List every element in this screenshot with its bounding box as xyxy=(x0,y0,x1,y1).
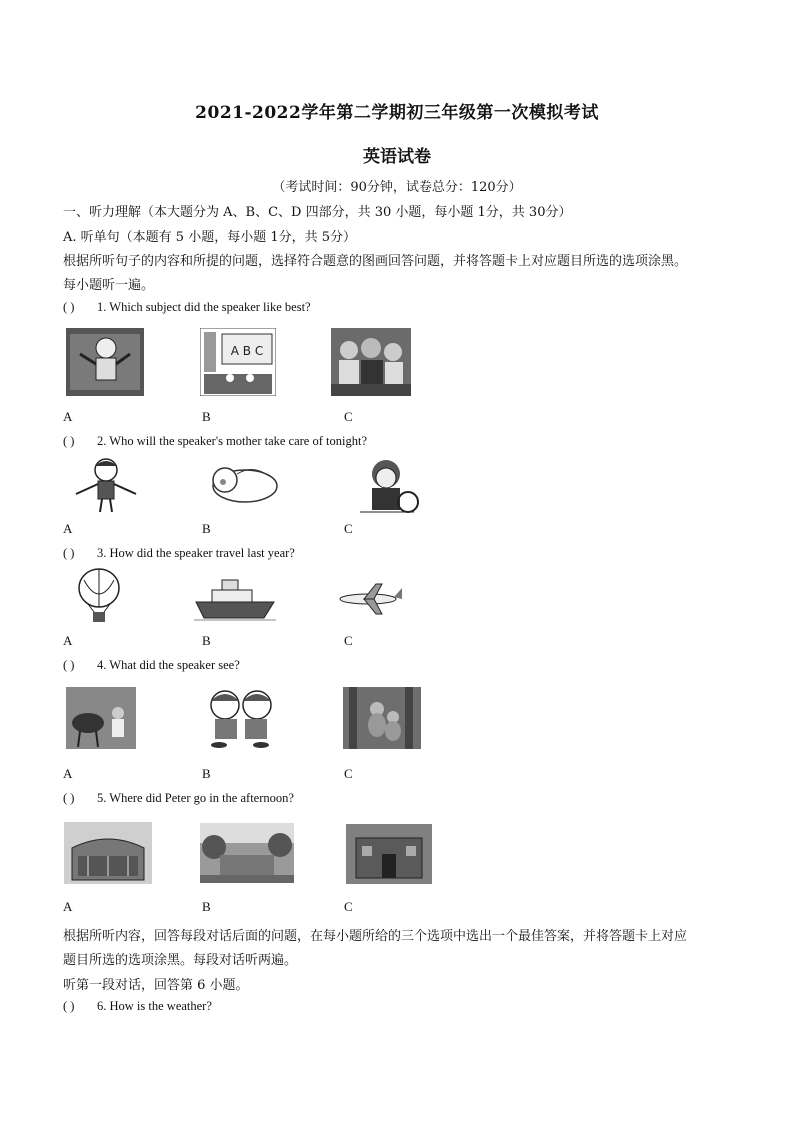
part-b-instruction: 根据所听内容，回答每段对话后面的问题，在每小题所给的三个选项中选出一个最佳答案，并将答题卡上对应 xyxy=(63,929,688,944)
exam-info: （考试时间：90分钟，试卷总分：120分） xyxy=(272,180,522,195)
part-a-instruction: 根据所听句子的内容和所提的问题，选择符合题意的图画回答问题，并将答题卡上对应题目所选的选项涂黑。 xyxy=(63,254,688,269)
exam-subtitle: 英语试卷 xyxy=(363,147,431,167)
question-text: 5. Where did Peter go in the afternoon? xyxy=(97,791,294,805)
part-a-title: A. 听单句（本题有 5 小题，每小题 1分，共 5分） xyxy=(63,230,356,245)
option-c-label: C xyxy=(344,521,353,536)
option-b-label: B xyxy=(202,899,211,914)
answer-blank: ( ) xyxy=(63,658,75,672)
question-4 xyxy=(63,658,240,673)
question-2 xyxy=(63,434,367,449)
q2-picture-c-grandmother xyxy=(352,456,422,514)
option-c-label: C xyxy=(344,766,353,781)
option-a-label: A xyxy=(63,521,73,536)
question-text: 6. How is the weather? xyxy=(97,999,212,1013)
question-3 xyxy=(63,546,295,561)
answer-blank: ( ) xyxy=(63,546,75,560)
q3-picture-a-hot-air-balloon xyxy=(66,568,132,624)
q5-picture-b-park xyxy=(200,823,294,883)
question-text: 3. How did the speaker travel last year? xyxy=(97,546,295,560)
q1-picture-c-science-lab xyxy=(331,328,411,396)
answer-blank: ( ) xyxy=(63,999,75,1013)
option-b-label: B xyxy=(202,409,211,424)
question-text: 2. Who will the speaker's mother take care of tonight? xyxy=(97,434,367,448)
option-c-label: C xyxy=(344,633,353,648)
q2-picture-b-baby xyxy=(203,456,279,508)
option-a-label: A xyxy=(63,899,73,914)
answer-blank: ( ) xyxy=(63,300,75,314)
question-6 xyxy=(63,999,212,1014)
q4-picture-a-bullfight xyxy=(66,687,136,749)
question-text: 1. Which subject did the speaker like best? xyxy=(97,300,311,314)
q3-picture-b-ship xyxy=(194,576,276,622)
option-a-label: A xyxy=(63,409,73,424)
answer-blank: ( ) xyxy=(63,434,75,448)
q4-picture-b-cartoon-kids xyxy=(199,687,281,749)
question-5 xyxy=(63,791,294,806)
option-a-label: A xyxy=(63,766,73,781)
q4-picture-c-monkeys xyxy=(343,687,421,749)
q2-picture-a-boy xyxy=(66,456,144,514)
option-a-label: A xyxy=(63,633,73,648)
answer-blank: ( ) xyxy=(63,791,75,805)
q1-picture-b-english-class xyxy=(200,328,276,396)
option-b-label: B xyxy=(202,633,211,648)
part-b-instruction-2: 题目所选的选项涂黑。每段对话听两遍。 xyxy=(63,953,298,968)
q3-picture-c-airplane xyxy=(336,582,404,616)
question-text: 4. What did the speaker see? xyxy=(97,658,240,672)
q5-picture-a-round-building xyxy=(64,822,152,884)
option-c-label: C xyxy=(344,899,353,914)
option-c-label: C xyxy=(344,409,353,424)
part-a-instruction-2: 每小题听一遍。 xyxy=(63,278,155,293)
option-b-label: B xyxy=(202,766,211,781)
exam-title: 2021-2022学年第二学期初三年级第一次模拟考试 xyxy=(195,103,599,123)
section-heading: 一、听力理解（本大题分为 A、B、C、D 四部分，共 30 小题，每小题 1分，共 30分） xyxy=(63,205,572,220)
blackboard-letters: A B C xyxy=(230,344,264,358)
option-b-label: B xyxy=(202,521,211,536)
q1-picture-a-boy-classroom xyxy=(66,328,144,396)
dialog-1-heading: 听第一段对话，回答第 6 小题。 xyxy=(63,978,249,993)
question-1 xyxy=(63,300,311,315)
q5-picture-c-old-building xyxy=(346,824,432,884)
